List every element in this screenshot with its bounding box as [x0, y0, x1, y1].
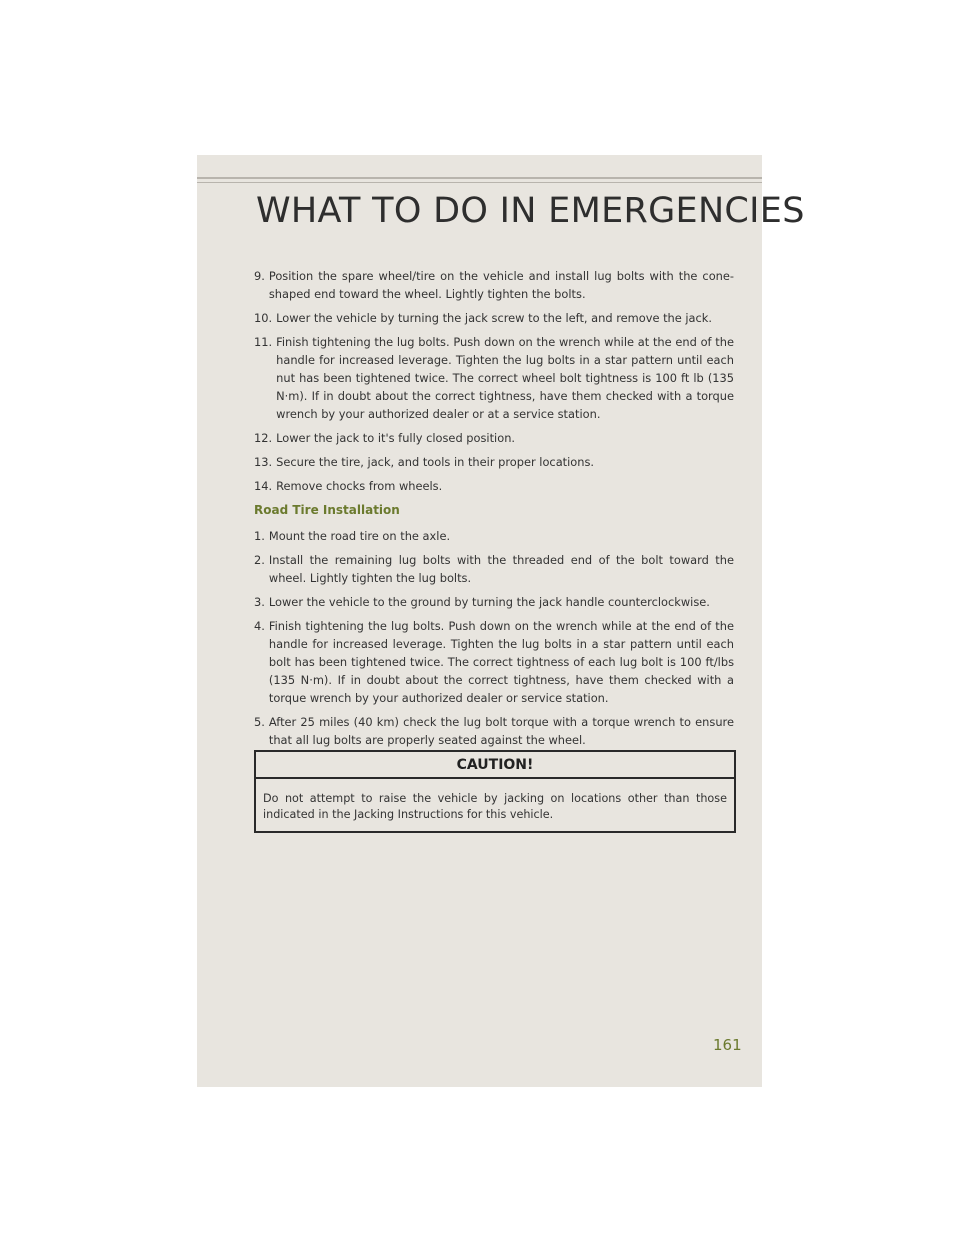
page-content	[254, 267, 734, 755]
step-item	[254, 477, 734, 495]
step-number: 9.	[254, 269, 265, 283]
caution-title: CAUTION!	[256, 752, 734, 779]
step-number: 14.	[254, 479, 273, 493]
step-text: Lower the jack to it's fully closed position.	[276, 431, 516, 445]
step-number: 5.	[254, 715, 265, 729]
caution-body: Do not attempt to raise the vehicle by jacking on locations other than those indicated in the Jacking Instructions for this vehicle.	[263, 792, 727, 821]
step-item	[254, 713, 734, 749]
step-text: Lower the vehicle to the ground by turning the jack handle counterclockwise.	[268, 595, 710, 609]
step-item	[254, 333, 734, 423]
header-rule-bottom	[197, 182, 762, 183]
step-item	[254, 453, 734, 471]
page-number: 161	[713, 1036, 742, 1054]
step-text: Install the remaining lug bolts with the threaded end of the bolt toward the wheel. Lightly tighten the lug bolts.	[268, 553, 734, 585]
step-text: Finish tightening the lug bolts. Push down on the wrench while at the end of the handle for increased leverage. Tighten the lug bolts in a star pattern until each nut has been tightened twice. The correct wheel bolt tightness is 100 ft lb (135 N·m). If in doubt about the correct tightness, have them checked with a torque wrench by your authorized dealer or at a service station.	[276, 335, 734, 421]
step-number: 4.	[254, 619, 265, 633]
step-number: 3.	[254, 595, 265, 609]
step-text: Mount the road tire on the axle.	[268, 529, 451, 543]
step-text: Secure the tire, jack, and tools in their proper locations.	[276, 455, 595, 469]
step-number: 12.	[254, 431, 273, 445]
step-item	[254, 309, 734, 327]
step-text: Position the spare wheel/tire on the vehicle and install lug bolts with the cone-shaped end toward the wheel. Lightly tighten the bolts.	[268, 269, 734, 301]
step-text: After 25 miles (40 km) check the lug bolt torque with a torque wrench to ensure that all lug bolts are properly seated against the wheel.	[268, 715, 734, 747]
header-rule-top	[197, 177, 762, 179]
step-number: 1.	[254, 529, 265, 543]
step-item	[254, 593, 734, 611]
step-number: 11.	[254, 335, 273, 349]
caution-box	[254, 750, 736, 833]
step-item	[254, 527, 734, 545]
subheading-road-tire-installation: Road Tire Installation	[254, 503, 400, 517]
step-number: 13.	[254, 455, 273, 469]
section-title: WHAT TO DO IN EMERGENCIES	[256, 191, 805, 231]
step-text: Finish tightening the lug bolts. Push down on the wrench while at the end of the handle for increased leverage. Tighten the lug bolts in a star pattern until each bolt has been tightened twice. The correct tightness of each lug bolt is 100 ft/lbs (135 N·m). If in doubt about the correct tightness, have them checked with a torque wrench by your authorized dealer or service station.	[268, 619, 734, 705]
step-number: 10.	[254, 311, 273, 325]
step-text: Lower the vehicle by turning the jack screw to the left, and remove the jack.	[276, 311, 713, 325]
step-item	[254, 267, 734, 303]
step-item	[254, 617, 734, 707]
step-item	[254, 429, 734, 447]
step-item	[254, 551, 734, 587]
step-text: Remove chocks from wheels.	[276, 479, 443, 493]
step-number: 2.	[254, 553, 265, 567]
manual-page	[197, 155, 805, 1087]
